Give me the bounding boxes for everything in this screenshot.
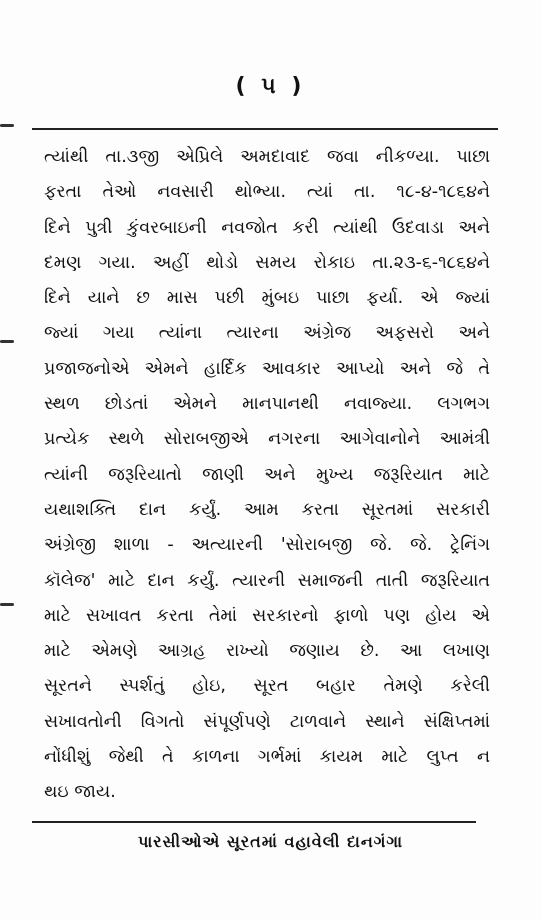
text-line: પ્રજાજનોએ એમને હાર્દિક આવકાર આપ્યો અને જે તે — [44, 358, 490, 379]
text-line: ત્યાંથી તા.૩જી એપ્રિલે અમદાવાદ જવા નીકળ્યા. પાછા — [44, 147, 490, 167]
text-line: અંગ્રેજી શાળા - અત્યારની 'સોરાબજી જે. જે. ટ્રેનિંગ — [44, 535, 490, 556]
text-line: દિને પુત્રી કુંવરબાઇની નવજોત કરી ત્યાંથી ઉદવાડા અને — [44, 217, 490, 238]
text-line: સખાવતોની વિગતો સંપૂર્ણપણે ટાળવાને સ્થાને સંક્ષિપ્તમાં — [44, 711, 490, 732]
text-line: દમણ ગયા. અહીં થોડો સમય રોકાઇ તા.૨૩-૬-૧૮૬૪ને — [44, 252, 490, 273]
text-line: દિને યાને છ માસ પછી મુંબઇ પાછા ફર્યા. એ જ્યાં — [44, 288, 490, 309]
text-line: નોંધીશું જેથી તે કાળના ગર્ભમાં કાયમ માટે લુપ્ત ન — [44, 747, 490, 768]
binding-mark — [0, 340, 14, 343]
text-line: માટે એમણે આગ્રહ રાખ્યો જણાય છે. આ લખાણ — [44, 641, 490, 662]
text-line: ત્યાંની જરૂરિયાતો જાણી અને મુખ્ય જરૂરિયાત માટે — [44, 464, 490, 485]
text-line: જ્યાં ગયા ત્યાંના ત્યારના અંગ્રેજ અફસરો અને — [44, 323, 490, 344]
footer-rule — [32, 821, 476, 823]
running-footer: પારસીઓએ સૂરતમાં વહાવેલી દાનગંગા — [137, 832, 404, 851]
text-line: માટે સખાવત કરતા તેમાં સરકારનો ફાળો પણ હોય એ — [44, 605, 490, 626]
text-line: થઇ જાય. — [44, 782, 116, 803]
text-line: સૂરતને સ્પર્શતું હોઇ, સૂરત બહાર તેમણે કરેલી — [44, 676, 490, 697]
text-line: સ્થળ છોડતાં એમને માનપાનથી નવાજ્યા. લગભગ — [44, 394, 490, 415]
text-line: યથાશક્તિ દાન કર્યું. આમ કરતા સૂરતમાં સરકારી — [44, 499, 490, 520]
text-line: કૉલેજ' માટે દાન કર્યું. ત્યારની સમાજની તાતી જરૂરિયાત — [44, 570, 490, 591]
page-number: ( ૫ ) — [235, 74, 306, 99]
binding-mark — [0, 124, 14, 127]
header-rule — [32, 128, 498, 130]
body-paragraph — [44, 140, 490, 811]
text-line: પ્રત્યેક સ્થળે સોરાબજીએ નગરના આગેવાનોને આમંત્રી — [44, 429, 490, 450]
text-line: ફરતા તેઓ નવસારી થોભ્યા. ત્યાં તા. ૧૮-૪-૧૮૬૪ને — [44, 182, 490, 203]
binding-mark — [0, 603, 14, 606]
